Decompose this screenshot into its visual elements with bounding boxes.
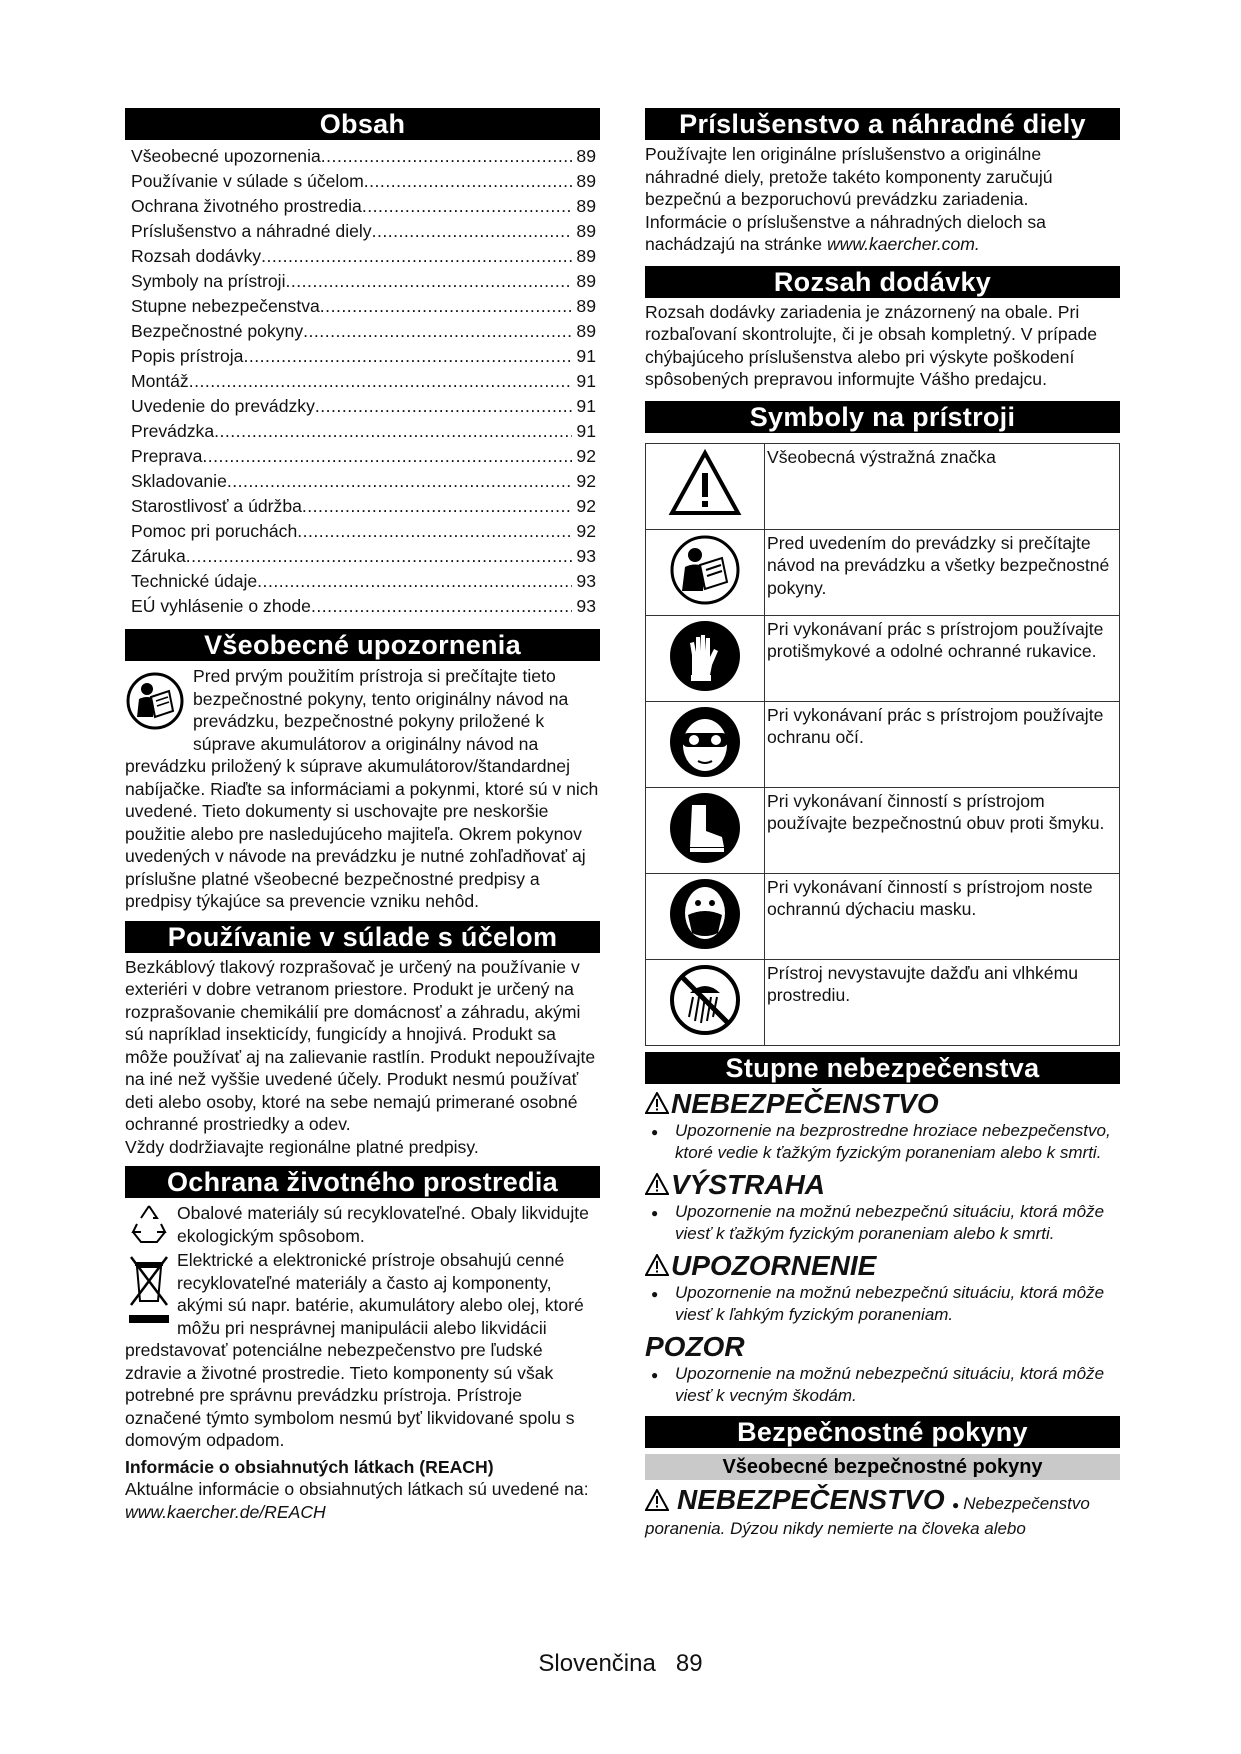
signal-word-description: ● Upozornenie na možnú nebezpečnú situáciu, ktorá môže viesť k vecným škodám.: [645, 1363, 1120, 1408]
symbol-text: Pri vykonávaní prác s prístrojom používajte ochranu očí.: [765, 701, 1120, 787]
accessories-text: Používajte len originálne príslušenstvo a originálne náhradné diely, pretože takéto komponenty zaručujú bezpečnú a bezporuchovú prevádzku zariadenia.: [645, 144, 1053, 209]
toc-leader-dots: [303, 319, 572, 344]
symbol-row: [646, 529, 1120, 615]
boots-icon: [668, 791, 742, 865]
toc-entry-page: 92: [576, 471, 596, 491]
signal-word-description: ● Upozornenie na bezprostredne hroziace nebezpečenstvo, ktoré vedie k ťažkým fyzickým poraneniam alebo k smrti.: [645, 1120, 1120, 1165]
use-text-2: Vždy dodržiavajte regionálne platné predpisy.: [125, 1136, 479, 1157]
toc-entry-page: 91: [576, 421, 596, 441]
scope-text: Rozsah dodávky zariadenia je znázornený na obale. Pri rozbaľovaní skontrolujte, či je obsah kompletný. V prípade chýbajúceho príslušenstva alebo pri výskyte poškodení spôsobených prepravou informujte Vášho predajcu.: [645, 301, 1098, 389]
toc-entry-page: 91: [576, 396, 596, 416]
toc-entry-label: Popis prístroja: [131, 346, 244, 366]
toc-entry-page: 92: [576, 496, 596, 516]
left-column: [125, 108, 600, 1523]
signal-word: [645, 1169, 1120, 1201]
toc-leader-dots: [202, 444, 572, 469]
toc-entry-label: Záruka: [131, 546, 186, 566]
toc-entry[interactable]: [131, 194, 596, 219]
warning-triangle-icon: [645, 1092, 669, 1114]
signal-word-label: VÝSTRAHA: [671, 1168, 826, 1200]
safety-text: Nebezpečenstvo poranenia. Dýzou nikdy nemierte na človeka alebo: [645, 1493, 1090, 1538]
safety-block: NEBEZPEČENSTVO ● Nebezpečenstvo poranenia. Dýzou nikdy nemierte na človeka alebo: [645, 1483, 1090, 1538]
general-heading: Všeobecné upozornenia: [125, 629, 600, 661]
toc-leader-dots: [214, 419, 572, 444]
warning-triangle-icon: [645, 1173, 669, 1195]
toc-leader-dots: [297, 519, 572, 544]
page-footer: [0, 1650, 1241, 1678]
toc-entry-label: Príslušenstvo a náhradné diely: [131, 221, 372, 241]
toc-entry-page: 89: [576, 171, 596, 191]
toc-entry[interactable]: [131, 294, 596, 319]
toc-entry[interactable]: [131, 219, 596, 244]
signal-word-description: ● Upozornenie na možnú nebezpečnú situáciu, ktorá môže viesť k ľahkým fyzickým poraneniam.: [645, 1282, 1120, 1327]
signal-word: [645, 1250, 1120, 1282]
goggles-icon: [668, 705, 742, 779]
toc-entry[interactable]: [131, 444, 596, 469]
reach-heading: Informácie o obsiahnutých látkach (REACH): [125, 1456, 494, 1477]
toc-entry[interactable]: [131, 319, 596, 344]
toc-entry-label: Symboly na prístroji: [131, 271, 286, 291]
toc-entry-label: Montáž: [131, 371, 189, 391]
toc-entry[interactable]: [131, 169, 596, 194]
toc-entry-page: 89: [576, 221, 596, 241]
signal-word-label: POZOR: [645, 1330, 745, 1362]
toc-leader-dots: [189, 369, 573, 394]
toc-entry-label: Stupne nebezpečenstva: [131, 296, 320, 316]
toc-entry-label: Pomoc pri poruchách: [131, 521, 298, 541]
toc-entry-label: Uvedenie do prevádzky: [131, 396, 315, 416]
env-heading: Ochrana životného prostredia: [125, 1166, 600, 1198]
toc-entry[interactable]: [131, 369, 596, 394]
toc-entry[interactable]: [131, 344, 596, 369]
symbol-row: [646, 701, 1120, 787]
toc-entry-page: 89: [576, 246, 596, 266]
toc-entry-label: Bezpečnostné pokyny: [131, 321, 304, 341]
footer-language: Slovenčina: [538, 1650, 656, 1677]
toc-entry-label: Všeobecné upozornenia: [131, 146, 321, 166]
toc-entry-label: Ochrana životného prostredia: [131, 196, 362, 216]
reach-text: Aktuálne informácie o obsiahnutých látkach sú uvedené na: www.kaercher.de/REACH: [125, 1479, 589, 1522]
toc-entry-page: 92: [576, 446, 596, 466]
signal-word-label: UPOZORNENIE: [671, 1249, 877, 1281]
toc-entry[interactable]: [131, 469, 596, 494]
toc-entry-page: 89: [576, 321, 596, 341]
kaercher-link[interactable]: www.kaercher.com.: [826, 234, 980, 254]
no-rain-icon: [668, 963, 742, 1037]
weee-bin-icon: [127, 1249, 171, 1329]
toc-entry-label: Rozsah dodávky: [131, 246, 262, 266]
toc-entry[interactable]: [131, 544, 596, 569]
warning-triangle-icon: [668, 447, 742, 521]
toc-leader-dots: [186, 544, 573, 569]
symbol-text: Prístroj nevystavujte dažďu ani vlhkému prostrediu.: [765, 959, 1120, 1045]
table-of-contents: [131, 144, 600, 619]
toc-leader-dots: [261, 244, 572, 269]
toc-entry[interactable]: [131, 394, 596, 419]
safety-signal-word: NEBEZPEČENSTVO: [677, 1483, 945, 1515]
scope-heading: Rozsah dodávky: [645, 266, 1120, 298]
mask-icon: [668, 877, 742, 951]
toc-leader-dots: [286, 269, 573, 294]
symbol-text: Pri vykonávaní činností s prístrojom noste ochrannú dýchaciu masku.: [765, 873, 1120, 959]
toc-entry-page: 89: [576, 196, 596, 216]
toc-leader-dots: [364, 169, 573, 194]
danger-levels: [645, 1088, 1120, 1408]
symbols-table: [645, 443, 1120, 1046]
toc-leader-dots: [315, 394, 573, 419]
safety-subheading: Všeobecné bezpečnostné pokyny: [645, 1454, 1120, 1480]
reach-link[interactable]: www.kaercher.de/REACH: [125, 1501, 326, 1522]
toc-entry-label: Preprava: [131, 446, 203, 466]
toc-entry[interactable]: [131, 569, 596, 594]
safety-heading: Bezpečnostné pokyny: [645, 1416, 1120, 1448]
accessories-text-2: Informácie o príslušenstve a náhradných dieloch sa nachádzajú na stránke www.kaercher.com.: [645, 211, 1046, 254]
accessories-heading: Príslušenstvo a náhradné diely: [645, 108, 1120, 140]
toc-entry-label: Používanie v súlade s účelom: [131, 171, 364, 191]
symbol-row: [646, 959, 1120, 1045]
toc-entry[interactable]: [131, 144, 596, 169]
toc-leader-dots: [311, 594, 572, 619]
toc-leader-dots: [302, 494, 573, 519]
gloves-icon: [668, 619, 742, 693]
toc-entry-page: 93: [576, 546, 596, 566]
signal-word: [645, 1331, 1120, 1363]
toc-entry-page: 89: [576, 146, 596, 166]
toc-entry[interactable]: [131, 419, 596, 444]
toc-entry-page: 91: [576, 346, 596, 366]
warning-triangle-icon: [645, 1254, 669, 1276]
toc-leader-dots: [362, 194, 573, 219]
use-heading: Používanie v súlade s účelom: [125, 921, 600, 953]
toc-entry-label: Skladovanie: [131, 471, 227, 491]
toc-entry-label: Starostlivosť a údržba: [131, 496, 302, 516]
toc-entry-label: EÚ vyhlásenie o zhode: [131, 596, 311, 616]
right-column: [645, 108, 1120, 1540]
toc-entry-page: 92: [576, 521, 596, 541]
toc-heading: Obsah: [125, 108, 600, 140]
symbol-text: Pri vykonávaní prác s prístrojom používajte protišmykové a odolné ochranné rukavice.: [765, 615, 1120, 701]
toc-leader-dots: [321, 144, 573, 169]
env-text-2: Elektrické a elektronické prístroje obsahujú cenné recyklovateľné materiály a často aj komponenty, akými sú napr. batérie, akumulátory alebo olej, ktoré môžu pri nesprávnej manipulácii alebo likvidácii predstavovať potenciálne nebezpečenstvo pre ľudské zdravie a životné prostredie. Tieto komponenty sú však potrebné pre správnu prevádzku prístroja. Prístroje označené týmto symbolom nesmú byť likvidované spolu s domovým odpadom.: [125, 1250, 584, 1450]
footer-page-number: 89: [675, 1650, 703, 1677]
toc-entry[interactable]: [131, 519, 596, 544]
toc-entry-page: 89: [576, 271, 596, 291]
toc-leader-dots: [227, 469, 573, 494]
general-text: Pred prvým použitím prístroja si prečítajte tieto bezpečnostné pokyny, tento originálny návod na prevádzku, bezpečnostné pokyny priložené k súprave akumulátorov a originálny návod na prevádzku priložený k súprave akumulátorov/štandardnej nabíjačke. Riaďte sa informáciami a pokynmi, ktoré sú v nich uvedené. Tieto dokumenty si uschovajte pre neskoršie použitie alebo pre nasledujúceho majiteľa. Okrem pokynov uvedených v návode na prevádzku je nutné zohľadňovať aj príslušne platné všeobecné bezpečnostné predpisy a predpisy týkajúce sa prevencie vzniku nehôd.: [125, 666, 599, 911]
levels-heading: Stupne nebezpečenstva: [645, 1052, 1120, 1084]
toc-entry-page: 93: [576, 571, 596, 591]
toc-leader-dots: [372, 219, 573, 244]
toc-leader-dots: [320, 294, 573, 319]
env-text-1: Obalové materiály sú recyklovateľné. Obaly likvidujte ekologickým spôsobom.: [177, 1203, 589, 1246]
toc-leader-dots: [257, 569, 572, 594]
toc-entry[interactable]: [131, 244, 596, 269]
toc-entry[interactable]: [131, 594, 596, 619]
toc-entry-page: 93: [576, 596, 596, 616]
signal-word-description: ● Upozornenie na možnú nebezpečnú situáciu, ktorá môže viesť k ťažkým fyzickým poraneniam alebo k smrti.: [645, 1201, 1120, 1246]
toc-entry[interactable]: [131, 494, 596, 519]
toc-entry-label: Prevádzka: [131, 421, 215, 441]
symbol-row: [646, 873, 1120, 959]
recycle-icon: [127, 1202, 171, 1246]
toc-leader-dots: [243, 344, 572, 369]
signal-word-label: NEBEZPEČENSTVO: [671, 1087, 939, 1119]
symbol-text: Pri vykonávaní činností s prístrojom používajte bezpečnostnú obuv proti šmyku.: [765, 787, 1120, 873]
symbols-heading: Symboly na prístroji: [645, 401, 1120, 433]
read-manual-icon: [125, 671, 185, 731]
use-text: Bezkáblový tlakový rozprašovač je určený na používanie v exteriéri v dobre vetranom priestore. Produkt je určený na rozprašovanie chemikálií pre domácnosť a záhradu, akými sú napríklad insekticídy, fungicídy a hnojivá. Produkt sa môže používať aj na zalievanie rastlín. Produkt nepoužívajte na iné než vyššie uvedené účely. Produkt nesmú používať deti alebo osoby, ktoré na sebe nemajú primerané osobné ochranné prostriedky a odev.: [125, 956, 596, 1134]
toc-entry-page: 91: [576, 371, 596, 391]
symbol-row: [646, 443, 1120, 529]
warning-triangle-icon: [645, 1489, 669, 1511]
toc-entry-label: Technické údaje: [131, 571, 258, 591]
toc-entry-page: 89: [576, 296, 596, 316]
symbol-text: Pred uvedením do prevádzky si prečítajte návod na prevádzku a všetky bezpečnostné pokyny.: [765, 529, 1120, 615]
symbol-text: Všeobecná výstražná značka: [765, 443, 1120, 529]
toc-entry[interactable]: [131, 269, 596, 294]
symbol-row: [646, 787, 1120, 873]
read-manual-icon: [668, 533, 742, 607]
signal-word: [645, 1088, 1120, 1120]
symbol-row: [646, 615, 1120, 701]
